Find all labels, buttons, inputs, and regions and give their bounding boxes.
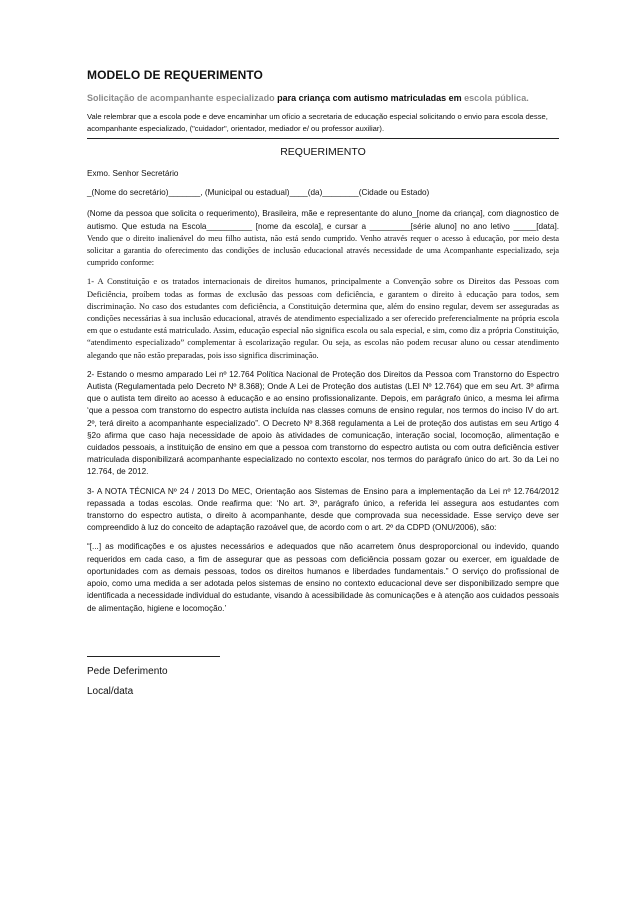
- item-2-lei-12764: 2- Estando o mesmo amparado Lei nº 12.764 Política Nacional de Proteção dos Direitos da Pessoa com Transtorno do Espectro Autista (Regulamentada pelo Decreto Nº 8.368); Onde A Lei de Proteção dos autistas (LEI Nº 12.764) que em seu Art. 3º afirma que o autista tem direito ao acesso à educação e ao ensino profissionalizante. Depois, em parágrafo único, a mesma lei afirma ‘que a pessoa com transtorno do espectro autista incluída nas classes comuns de ensino regular, nos termos do inciso IV do art. 2º, terá direito a acompanhante especializado”. O Decreto Nº 8.368 regulamenta a Lei de proteção dos autistas em seu Artigo 4 §2o afirma que caso haja necessidade de apoio às atividades de comunicação, interação social, locomoção, alimentação e cuidados pessoais, a instituição de ensino em que a pessoa com transtorno do espectro autista ou com outra deficiência estiver matriculada disponibilizará acompanhante especializado no contexto escolar, nos termos do parágrafo único do art. 3o da Lei no 12.764, de 2012.: [87, 369, 559, 477]
- greeting: Exmo. Senhor Secretário: [87, 169, 179, 178]
- quoted-passage: “[...] as modificações e os ajustes necessários e adequados que não acarretem ônus desproporcional ou indevido, quando requeridos em cada caso, a fim de assegurar que as pessoas com deficiência possam gozar ou exercer, em igualdade de oportunidades com as demais pessoas, todos os direitos humanos e liberdades fundamentais.” O serviço do profissional de apoio, como uma medida a ser adotada pelos sistemas de ensino no contexto educacional deve ser disponibilizado sempre que identificada a necessidade individual do estudante, visando à acessibilidade às comunicações e à atenção aos cuidados pessoais de alimentação, higiene e locomoção.’: [87, 542, 559, 613]
- document-subtitle: [87, 93, 559, 103]
- document-page: [87, 68, 559, 706]
- requerimento-heading: REQUERIMENTO: [280, 146, 366, 158]
- place-date: Local/data: [87, 685, 134, 697]
- subtitle-part-1: Solicitação de acompanhante especializado: [87, 93, 278, 103]
- addressee-line: _(Nome do secretário)_______, (Municipal ou estadual)____(da)________(Cidade ou Estado): [87, 188, 430, 198]
- item-3-nota-tecnica: 3- A NOTA TÉCNICA Nº 24 / 2013 Do MEC, Orientação aos Sistemas de Ensino para a implementação da Lei nº 12.764/2012 repassada a todas escolas. Onde reafirma que: ‘No art. 3º, parágrafo único, a referida lei assegura aos estudantes com transtorno do espectro autista, o direito à acompanhante, desde que comprovada sua necessidade. Esse serviço deve ser compreendido à luz do conceito de adaptação razoável que, de acordo com o art. 2º da CDPD (ONU/2006), são:: [87, 486, 559, 533]
- subtitle-part-2: para criança com autismo matriculadas em: [277, 93, 465, 103]
- document-title: MODELO DE REQUERIMENTO: [87, 68, 263, 82]
- signature-line: [87, 656, 220, 657]
- reminder-note: Vale relembrar que a escola pode e deve encaminhar um ofício a secretaria de educação especial solicitando o envio para escola desse, acompanhante especializado, ("cuidador", orientador, mediador e/ ou professor auxiliar).: [87, 112, 548, 133]
- intro-part-1: (Nome da pessoa que solicita o requerimento), Brasileira, mãe e representante do aluno_[nome da criança], com diagnostico de autismo. Que estuda na Escola__________ [nome da escola], e cursar a _________[série aluno] no ano letivo _____[data].: [87, 209, 559, 231]
- subtitle-part-3: escola pública.: [464, 93, 529, 103]
- intro-paragraph: [87, 208, 559, 269]
- intro-part-2: Vendo que o direito inalienável do meu filho autista, não está sendo cumprido. Venho através requer o acesso à educação, por meio desta solicitar a garantia do oferecimento das condições de inclusão educacional através necessidade de uma Acompanhante especializado, seja cumprido conforme:: [87, 233, 559, 268]
- closing-request: Pede Deferimento: [87, 665, 168, 677]
- section-divider: [87, 138, 559, 139]
- item-1-constitution: 1- A Constituição e os tratados internacionais de direitos humanos, principalmente a Convenção sobre os Direitos das Pessoas com Deficiência, proíbem todas as formas de exclusão das pessoas com deficiência, e garantem o direito à educação para todos, sem discriminação. No caso dos estudantes com deficiência, a Constituição determina que, além do ensino regular, devem ser asseguradas as condições necessárias à sua inclusão educacional, através de atendimento especializado a ser oferecido preferencialmente na própria escola em que o estudante está matriculado. Assim, educação especial não significa escola ou sala especial, e sim, como diz a própria Constituição, “atendimento especializado” complementar à escolarização regular. Ou seja, as escolas não podem recusar aluno ou cessar atendimento alegando que não estão preparadas, pois isso significa discriminação.: [87, 277, 559, 360]
